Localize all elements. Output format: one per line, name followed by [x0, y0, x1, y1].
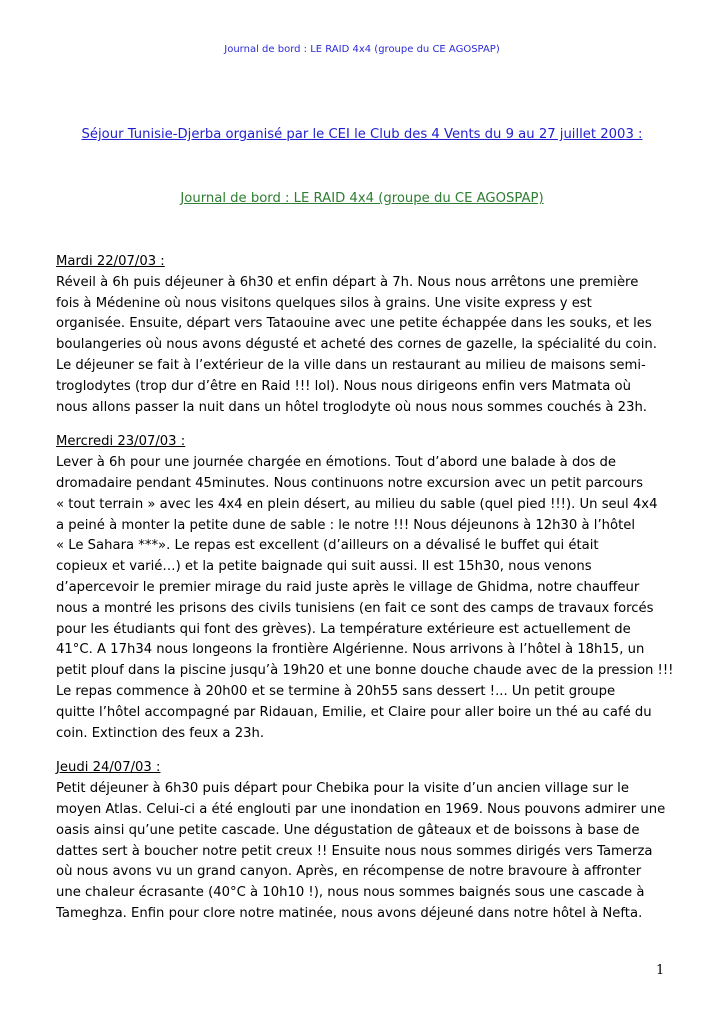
entry-line: troglodytes (trop dur d’être en Raid !!! lol). Nous nous dirigeons enfin vers Matmata où	[56, 378, 631, 394]
entry-line: nous a montré les prisons des civils tunisiens (en fait ce sont des camps de travaux forcés	[56, 600, 654, 616]
entry-line: oasis ainsi qu’une petite cascade. Une dégustation de gâteaux et de boissons à base de	[56, 822, 640, 838]
entry-line: dromadaire pendant 45minutes. Nous continuons notre excursion avec un petit parcours	[56, 475, 643, 491]
document-title: Séjour Tunisie-Djerba organisé par le CEI le Club des 4 Vents du 9 au 27 juillet 2003 :	[81, 127, 643, 142]
entry-line: a peiné à monter la petite dune de sable : le notre !!! Nous déjeunons à 12h30 à l’hôtel	[56, 517, 636, 533]
entry-line: « tout terrain » avec les 4x4 en plein désert, au milieu du sable (quel pied !!!). Un seul 4x4	[56, 496, 658, 512]
entry-line: pour les étudiants qui font des grèves). La température extérieure est actuellement de	[56, 621, 631, 637]
entry-line: Le repas commence à 20h00 et se termine à 20h55 sans dessert !... Un petit groupe	[56, 683, 616, 699]
entry-line: fois à Médenine où nous visitons quelques silos à grains. Une visite express y est	[56, 295, 592, 311]
journal-entry-mercredi	[56, 430, 676, 744]
entry-line: petit plouf dans la piscine jusqu’à 19h20 et une bonne douche chaude avec de la pression !!!	[56, 663, 674, 679]
entry-line: organisée. Ensuite, départ vers Tataouine avec une petite échappée dans les souks, et les	[56, 316, 652, 332]
entry-line: moyen Atlas. Celui-ci a été englouti par une inondation en 1969. Nous pouvons admirer une	[56, 801, 666, 817]
journal-entries	[56, 250, 676, 937]
entry-line: 41°C. A 17h34 nous longeons la frontière Algérienne. Nous arrivons à l’hôtel à 18h15, un	[56, 642, 645, 658]
entry-line: où nous avons vu un grand canyon. Après, en récompense de notre bravoure à affronter	[56, 864, 642, 880]
entry-line: Petit déjeuner à 6h30 puis départ pour Chebika pour la visite d’un ancien village sur le	[56, 781, 629, 797]
entry-line: d’apercevoir le premier mirage du raid juste après le village de Ghidma, notre chauffeur	[56, 579, 640, 595]
entry-line: dattes sert à boucher notre petit creux !! Ensuite nous nous sommes dirigés vers Tamerza	[56, 843, 653, 859]
entry-line: une chaleur écrasante (40°C à 10h10 !), nous nous sommes baignés sous une cascade à	[56, 885, 645, 901]
entry-date: Mardi 22/07/03 :	[56, 254, 165, 269]
entry-line: Tameghza. Enfin pour clore notre matinée, nous avons déjeuné dans notre hôtel à Nefta.	[56, 905, 643, 921]
entry-date: Jeudi 24/07/03 :	[56, 760, 161, 776]
entry-line: Réveil à 6h puis déjeuner à 6h30 et enfin départ à 7h. Nous nous arrêtons une première	[56, 274, 639, 290]
page-number: 1	[656, 963, 665, 978]
running-header: Journal de bord : LE RAID 4x4 (groupe du CE AGOSPAP)	[224, 44, 500, 55]
entry-date: Mercredi 23/07/03 :	[56, 434, 186, 450]
entry-line: copieux et varié…) et la petite baignade qui suit aussi. Il est 15h30, nous venons	[56, 559, 592, 575]
entry-line: Le déjeuner se fait à l’extérieur de la ville dans un restaurant au milieu de maisons semi-	[56, 357, 646, 373]
entry-line: « Le Sahara ***». Le repas est excellent (d’ailleurs on a dévalisé le buffet qui était	[56, 538, 599, 554]
entry-line: quitte l’hôtel accompagné par Ridauan, Emilie, et Claire pour aller boire un thé au café du	[56, 704, 652, 720]
entry-line: Lever à 6h pour une journée chargée en émotions. Tout d’abord une balade à dos de	[56, 455, 616, 471]
journal-entry-jeudi	[56, 756, 676, 924]
entry-line: nous allons passer la nuit dans un hôtel troglodyte où nous nous sommes couchés à 23h.	[56, 399, 648, 415]
journal-entry-mardi	[56, 250, 676, 418]
entry-line: boulangeries où nous avons dégusté et acheté des cornes de gazelle, la spécialité du coin.	[56, 337, 657, 353]
document-subtitle: Journal de bord : LE RAID 4x4 (groupe du CE AGOSPAP)	[180, 191, 544, 206]
entry-line: coin. Extinction des feux a 23h.	[56, 725, 265, 741]
